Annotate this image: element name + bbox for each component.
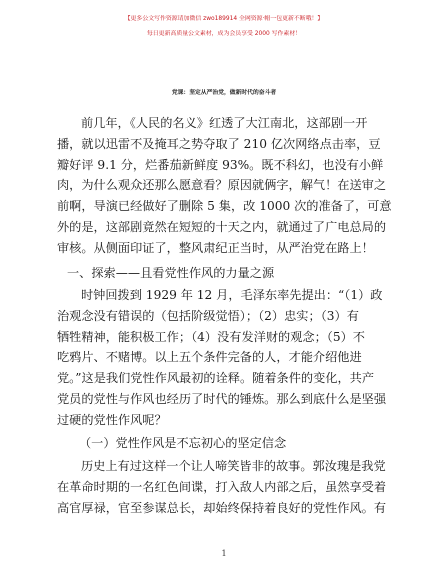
paragraph-line: 高官厚禄，官至参谋总长，却始终保持着良好的党性作风。有 [57,500,387,515]
paragraph-line: 时钟回拨到 1929 年 12 月，毛泽东率先提出：“（1）政 [81,288,383,302]
paragraph-line: 前啊，导演已经做好了删除 5 集，改 1000 次的准备了，可意 [57,199,392,214]
promo-banner-line-1: 【更多公文写作资源请加微信 zwo189914 全网资源·帽一包更新不断哦！】 [124,16,324,22]
section-1-paragraph [57,285,397,431]
paragraph-line: 党。”这是我们党性作风最初的诠释。随着条件的变化，共产 [57,371,375,386]
paragraph-line: 过硬的党性作风呢？ [57,412,167,427]
paragraph-line: 党员的党性与作风也经历了时代的锤炼。那么到底什么是坚强 [57,391,387,406]
intro-paragraph [57,113,397,259]
paragraph-line: 肉，为什么观众还那么愿意看？原因就俩字，解气！在送审之 [57,178,387,193]
section-heading-1: 一、探索——且看党性作风的力量之源 [67,266,275,280]
subsection-1-paragraph [57,456,397,518]
paragraph-line: 历史上有过这样一个让人啼笑皆非的故事。郭汝瑰是我党 [81,459,386,473]
paragraph-line: 治观念没有错误的（包括阶级觉悟）；（2）忠实；（3）有 [57,308,359,323]
paragraph-line: 外的是，这部剧竟然在短短的十天之内，就通过了广电总局的 [57,219,387,234]
document-title: 党课：坚定从严治党，做新时代的奋斗者 [171,90,277,96]
page-number: 1 [221,549,227,558]
subsection-heading-1: （一）党性作风是不忘初心的坚定信念 [79,436,287,450]
paragraph-line: 审核。从侧面印证了，整风肃纪正当时，从严治党在路上！ [57,240,374,255]
paragraph-line: 牺牲精神，能积极工作；（4）没有发洋财的观念；（5）不 [57,329,365,344]
paragraph-line: 瓣好评 9.1 分，烂番茄新鲜度 93%。既不科幻，也没有小鲜 [57,157,384,172]
paragraph-line: 播，就以迅雷不及掩耳之势夺取了 210 亿次网络点击率，豆 [57,136,381,151]
paragraph-line: 在革命时期的一名红色间谍，打入敌人内部之后，虽然享受着 [57,479,387,494]
promo-banner-line-2: 每日更新高质量公文素材，成为会员享受 2000 写作素材！ [146,31,302,37]
paragraph-line: 吃鸦片、不赌博。以上五个条件完备的人，才能介绍他进 [57,350,362,365]
paragraph-line: 前几年，《人民的名义》红透了大江南北，这部剧一开 [81,116,368,130]
